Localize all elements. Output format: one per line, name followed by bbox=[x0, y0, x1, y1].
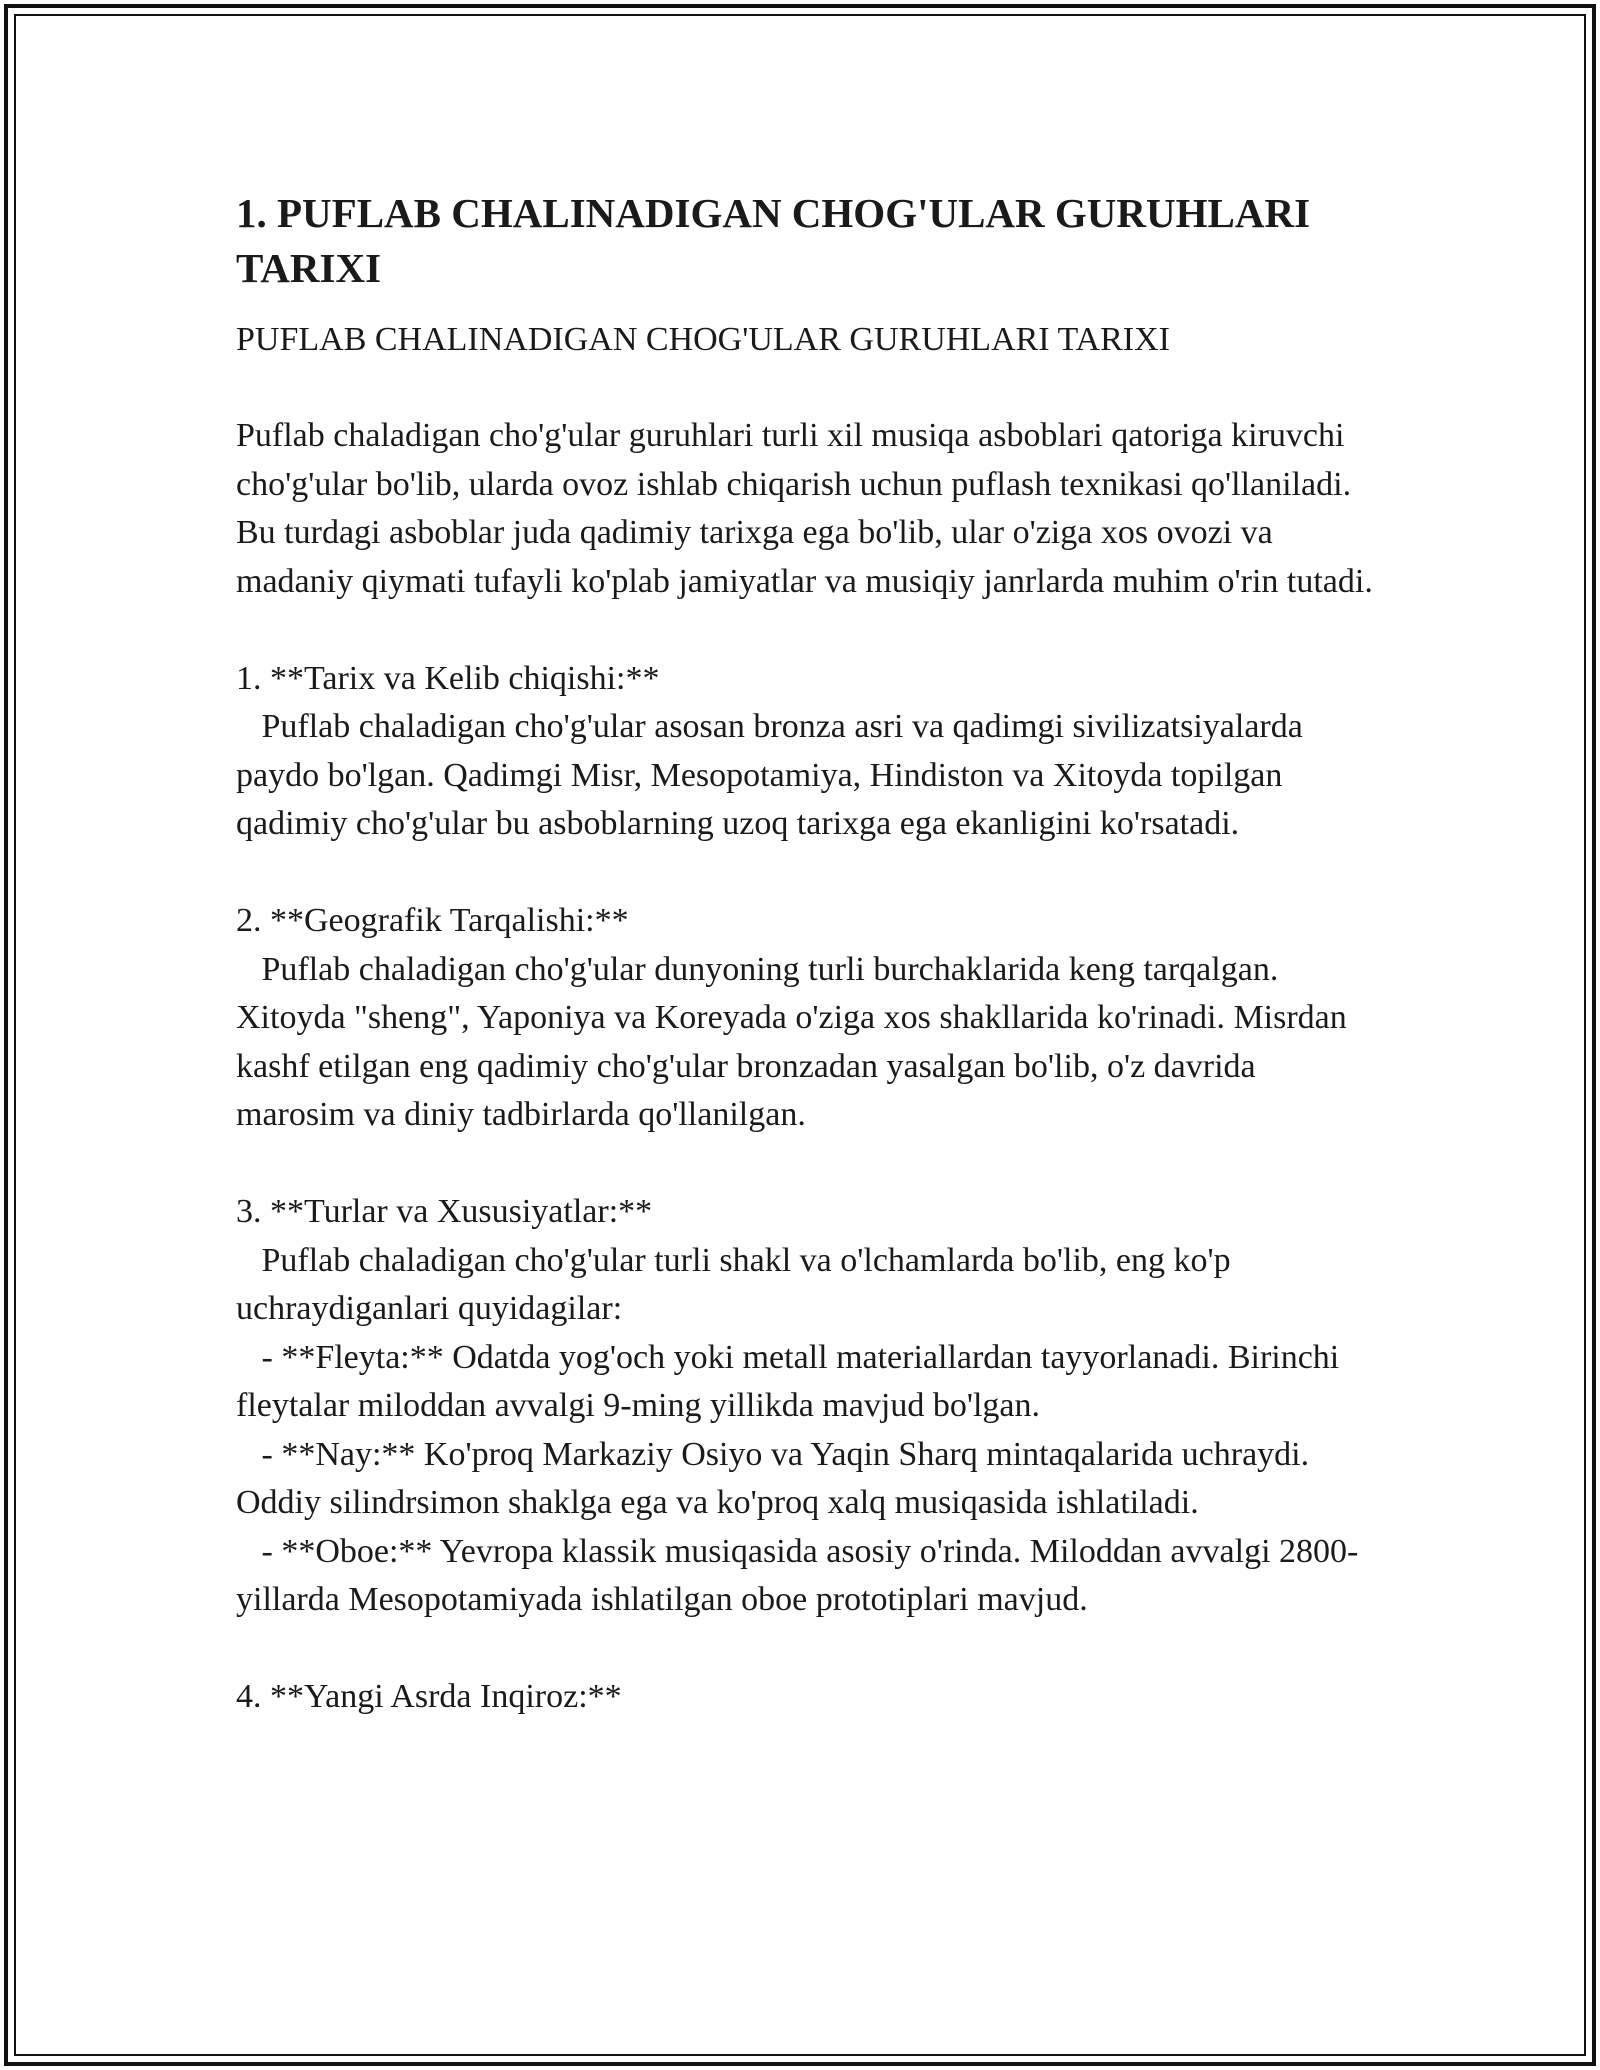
section-geografik bbox=[236, 897, 1381, 1140]
document-subtitle: PUFLAB CHALINADIGAN CHOG'ULAR GURUHLARI TARIXI bbox=[236, 321, 1170, 358]
intro-paragraph: Puflab chaladigan cho'g'ular guruhlari turli xil musiqa asboblari qatoriga kiruvchi cho'g'ular bo'lib, ularda ovoz ishlab chiqarish uchun puflash texnikasi qo'llaniladi. Bu turdagi asboblar juda qadimiy tarixga ega bo'lib, ular o'ziga xos ovozi va madaniy qiymati tufayli ko'plab jamiyatlar va musiqiy janrlarda muhim o'rin tutadi. bbox=[236, 417, 1373, 600]
section-inqiroz bbox=[236, 1673, 1381, 1722]
list-item-oboe: - **Oboe:** Yevropa klassik musiqasida asosiy o'rinda. Miloddan avvalgi 2800-yillarda Mesopotamiyada ishlatilgan oboe prototiplari mavjud. bbox=[236, 1532, 1359, 1618]
section-title: 1. **Tarix va Kelib chiqishi:** bbox=[236, 659, 660, 697]
list-item-nay: - **Nay:** Ko'proq Markaziy Osiyo va Yaqin Sharq mintaqalarida uchraydi. Oddiy silindrsimon shaklga ega va ko'proq xalq musiqasida ishlatiladi. bbox=[236, 1435, 1318, 1521]
section-line: Puflab chaladigan cho'g'ular turli shakl va o'lchamlarda bo'lib, eng ko'p uchraydiganlari quyidagilar: bbox=[236, 1241, 1240, 1327]
section-title: 3. **Turlar va Xususiyatlar:** bbox=[236, 1193, 653, 1230]
section-title: 4. **Yangi Asrda Inqiroz:** bbox=[236, 1678, 622, 1715]
list-item-fleyta: - **Fleyta:** Odatda yog'och yoki metall materiallardan tayyorlanadi. Birinchi fleytalar miloddan avvalgi 9-ming yillikda mavjud bo'lgan. bbox=[236, 1338, 1348, 1424]
document-heading: 1. PUFLAB CHALINADIGAN CHOG'ULAR GURUHLARI TARIXI bbox=[236, 190, 1311, 291]
section-line: Puflab chaladigan cho'g'ular dunyoning turli burchaklarida keng tarqalgan. Xitoyda "sheng", Yaponiya va Koreyada o'ziga xos shakllarida ko'rinadi. Misrdan kashf etilgan eng qadimiy cho'g'ular bronzadan yasalgan bo'lib, o'z davrida marosim va diniy tadbirlarda qo'llanilgan. bbox=[236, 950, 1356, 1133]
section-turlar bbox=[236, 1188, 1381, 1625]
section-line: Puflab chaladigan cho'g'ular asosan bronza asri va qadimgi sivilizatsiyalarda paydo bo'lgan. Qadimgi Misr, Mesopotamiya, Hindiston va Xitoyda topilgan qadimiy cho'g'ular bu asboblarning uzoq tarixga ega ekanligini ko'rsatadi. bbox=[236, 708, 1312, 842]
section-title: 2. **Geografik Tarqalishi:** bbox=[236, 902, 629, 939]
document-page bbox=[236, 186, 1381, 1722]
section-tarix bbox=[236, 655, 1381, 849]
